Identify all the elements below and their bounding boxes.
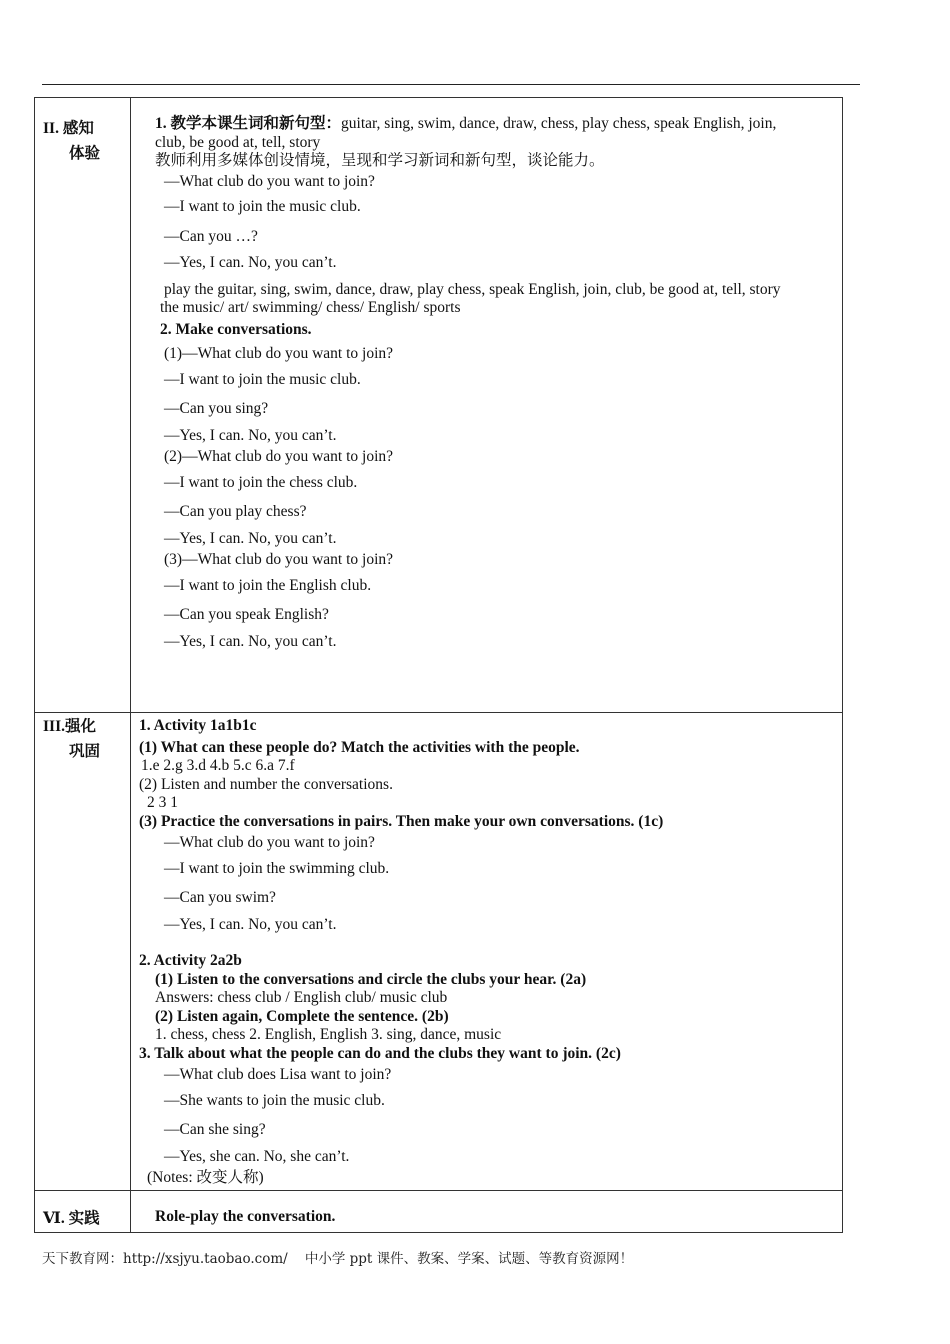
intro-dialog: [131, 173, 842, 273]
conversation-3: [131, 551, 842, 651]
activity-1-answer-1: 1.e 2.g 3.d 4.b 5.c 6.a 7.f: [141, 757, 295, 774]
make-conversations-heading: 2. Make conversations.: [160, 320, 312, 338]
activity-2-question-2: (2) Listen again, Complete the sentence. (2b): [155, 1007, 449, 1025]
dialog-line: —I want to join the English club.: [164, 576, 372, 594]
activity-2-answer-2: 1. chess, chess 2. English, English 3. sing, dance, music: [155, 1026, 502, 1043]
activity-2-question-1: (1) Listen to the conversations and circle the clubs your hear. (2a): [155, 970, 587, 988]
vocab-heading-words: guitar, sing, swim, dance, draw, chess, play chess, speak English, join,: [341, 115, 777, 132]
section-content-practice: [131, 1191, 843, 1233]
dialog-line: —Yes, she can. No, she can’t.: [164, 1147, 350, 1165]
activity-2-title: 2. Activity 2a2b: [139, 952, 242, 969]
vocab-list-line1: play the guitar, sing, swim, dance, draw, play chess, speak English, join, club, be good at, tell, story: [164, 280, 781, 298]
dialog-line: —I want to join the music club.: [164, 198, 361, 215]
dialog-line: (3)—What club do you want to join?: [164, 551, 394, 568]
header-rule: [42, 84, 860, 85]
footer-site: 天下教育网：http://xsjyu.taobao.com/: [42, 1251, 288, 1267]
dialog-line: —Yes, I can. No, you can’t.: [164, 254, 337, 271]
activity-1-question-1: (1) What can these people do? Match the activities with the people.: [139, 738, 580, 756]
dialog-line: —Yes, I can. No, you can’t.: [164, 426, 337, 444]
footer-slogan: 中小学 ppt 课件、教案、学案、试题、等教育资源网！: [304, 1251, 634, 1267]
dialog-line: —What club do you want to join?: [164, 834, 375, 851]
dialog-line: (2)—What club do you want to join?: [164, 448, 394, 465]
dialog-line: —Yes, I can. No, you can’t.: [164, 529, 337, 547]
conversation-2: [131, 448, 842, 548]
dialog-line: —Can you swim?: [164, 889, 276, 906]
vocab-heading-prefix: 1. 教学本课生词和新句型：: [155, 115, 342, 132]
vocab-list-line2: the music/ art/ swimming/ chess/ English/ sports: [160, 299, 461, 316]
section-label-line2: 体验: [69, 145, 101, 162]
section-label-practice: [35, 1191, 131, 1233]
activity-2-answer-1: Answers: chess club / English club/ music club: [155, 989, 448, 1006]
section-label-perceive: [35, 98, 131, 713]
section-content-perceive: [131, 98, 843, 713]
section-label-line1: Ⅵ. 实践: [43, 1210, 100, 1227]
dialog-line: —What club do you want to join?: [164, 172, 375, 190]
section-row-practice: [35, 1191, 843, 1233]
activity-3-dialog: [131, 1066, 842, 1166]
page-footer: [42, 1247, 633, 1267]
dialog-line: —Can you speak English?: [164, 606, 329, 623]
notes: (Notes: 改变人称): [147, 1169, 264, 1186]
section-label-reinforce: [35, 713, 131, 1191]
section-row-perceive: [35, 98, 843, 713]
conversation-1: [131, 345, 842, 445]
dialog-line: (1)—What club do you want to join?: [164, 345, 394, 362]
vocab-heading-cont: club, be good at, tell, story: [155, 133, 321, 151]
section-content-reinforce: [131, 713, 843, 1191]
activity-1-question-2: (2) Listen and number the conversations.: [139, 775, 393, 793]
role-play-instruction: Role-play the conversation.: [155, 1208, 336, 1225]
section-row-reinforce: [35, 713, 843, 1191]
activity-1-answer-2: 2 3 1: [147, 794, 178, 811]
dialog-line: —She wants to join the music club.: [164, 1091, 385, 1109]
dialog-line: —What club does Lisa want to join?: [164, 1066, 392, 1083]
activity-1-dialog: [131, 834, 842, 934]
dialog-line: —Yes, I can. No, you can’t.: [164, 632, 337, 650]
section-label-line1: II. 感知: [43, 120, 94, 137]
lesson-plan-table: [34, 97, 843, 1233]
dialog-line: —Can you play chess?: [164, 503, 307, 520]
dialog-line: —Can you …?: [164, 227, 258, 245]
section-label-line1: III.强化: [43, 718, 96, 735]
dialog-line: —I want to join the chess club.: [164, 473, 358, 491]
vocab-heading: [131, 115, 842, 134]
dialog-line: —I want to join the music club.: [164, 370, 361, 388]
activity-3-title: 3. Talk about what the people can do and the clubs they want to join. (2c): [139, 1044, 621, 1062]
section-label-line2: 巩固: [69, 743, 101, 760]
teacher-intro: 教师利用多媒体创设情境，呈现和学习新词和新句型，谈论能力。: [155, 152, 605, 169]
dialog-line: —I want to join the swimming club.: [164, 859, 390, 877]
activity-1-question-3: (3) Practice the conversations in pairs. Then make your own conversations. (1c): [139, 812, 664, 830]
dialog-line: —Can she sing?: [164, 1121, 266, 1138]
dialog-line: —Can you sing?: [164, 400, 269, 417]
dialog-line: —Yes, I can. No, you can’t.: [164, 915, 337, 933]
activity-1-title: 1. Activity 1a1b1c: [139, 717, 257, 734]
